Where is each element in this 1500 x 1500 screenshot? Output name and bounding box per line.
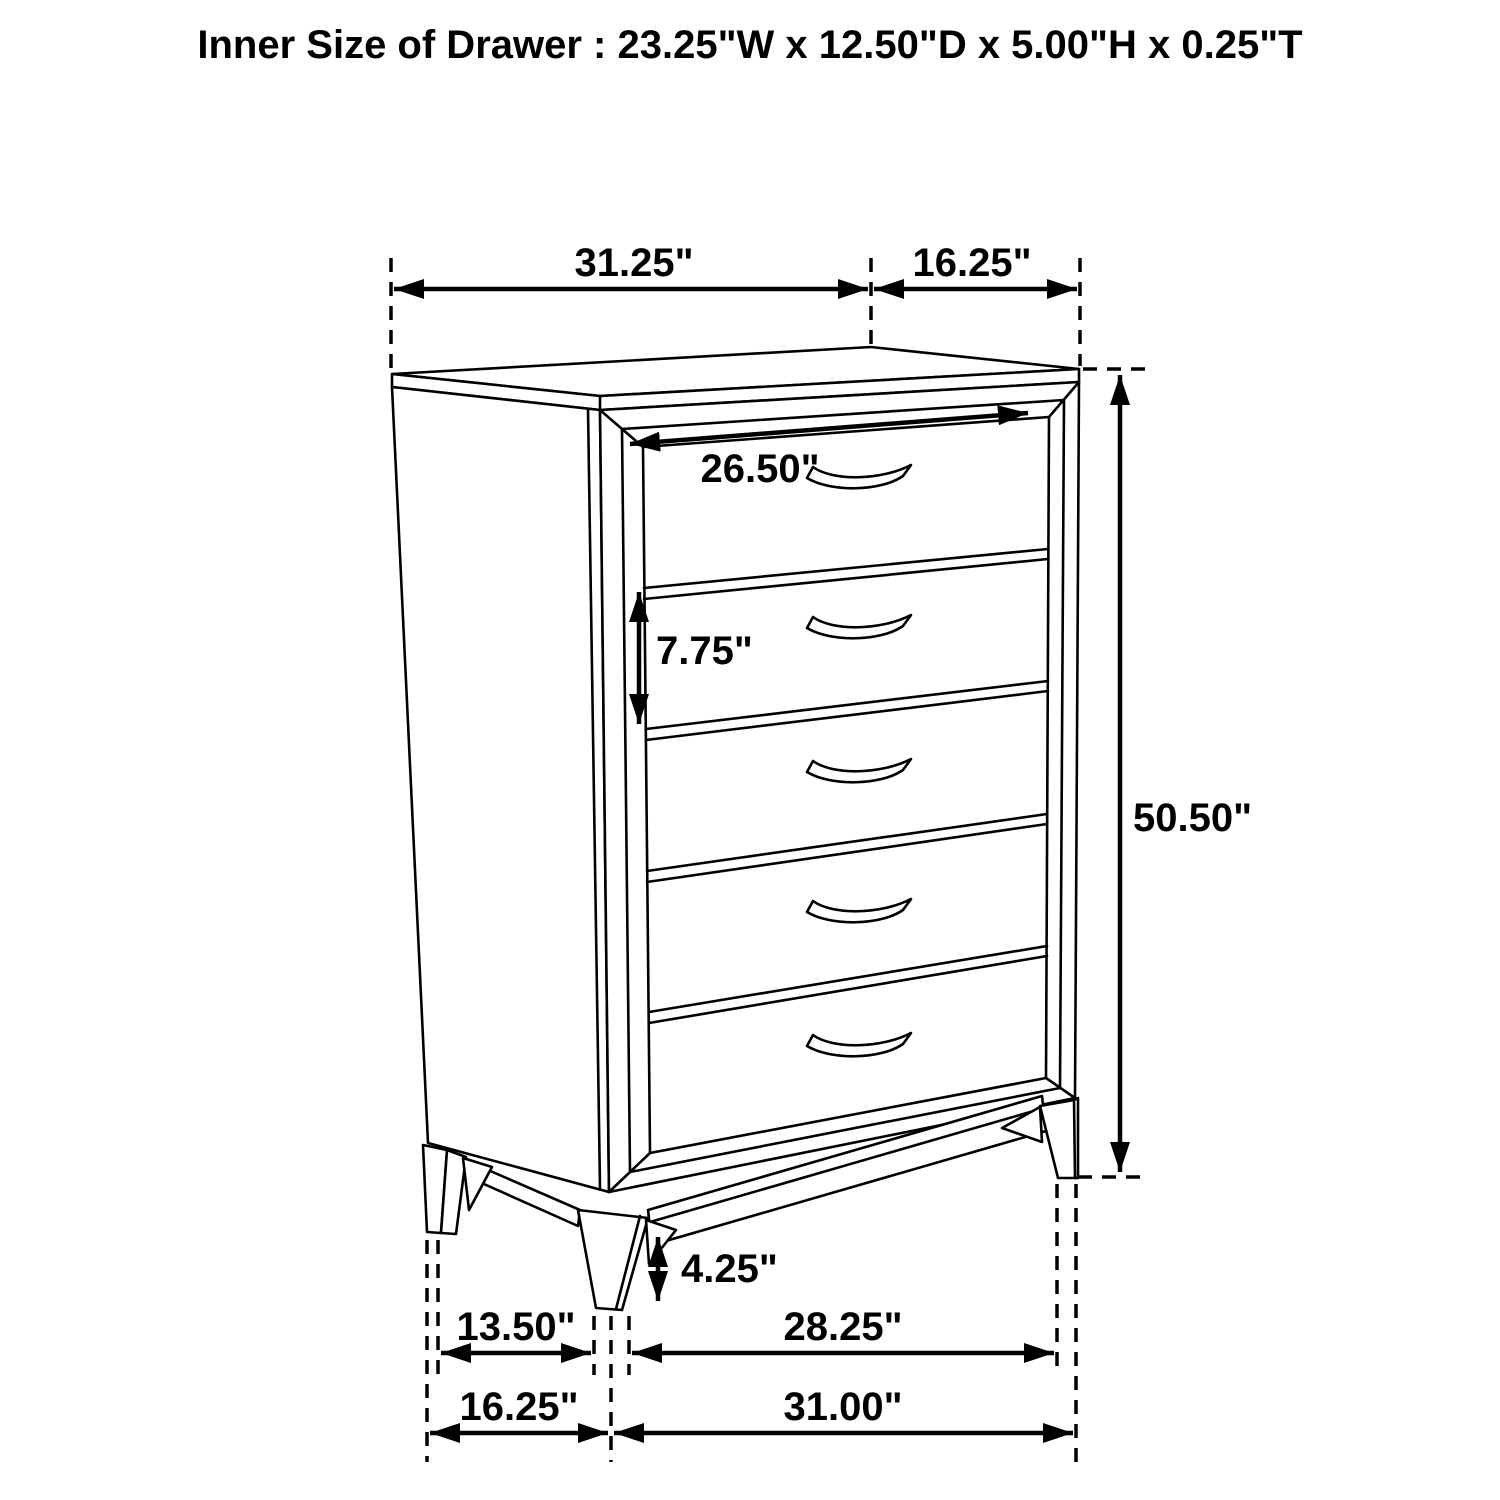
- dim-leg-spacing-width-label: 28.25": [783, 1305, 903, 1349]
- side-panel: [392, 387, 609, 1192]
- dim-overall-depth: [430, 1385, 608, 1433]
- dim-drawer-height-label: 7.75": [656, 629, 753, 673]
- dim-overall-width: [614, 1385, 1073, 1433]
- dim-leg-spacing-depth-label: 13.50": [456, 1305, 576, 1349]
- front-right-leg-edge: [1074, 1100, 1075, 1178]
- cabinet-drawing: [392, 347, 1079, 1310]
- cabinet-side-panel: [392, 387, 609, 1192]
- dim-overall-width-label: 31.00": [783, 1385, 903, 1429]
- diagram-title: Inner Size of Drawer : 23.25"W x 12.50"D x 5.00"H x 0.25"T: [197, 23, 1303, 67]
- dim-drawer-width-label: 26.50": [700, 447, 820, 491]
- front-left-leg: [578, 1210, 676, 1310]
- dim-overall-height-label: 50.50": [1133, 796, 1253, 840]
- dim-leg-spacing-depth: [441, 1305, 591, 1353]
- dim-top-depth: [874, 241, 1080, 366]
- dim-top-width-label: 31.25": [574, 241, 694, 285]
- front-face: [600, 382, 1079, 1192]
- dim-overall-depth-label: 16.25": [459, 1385, 579, 1429]
- dim-overall-height: [1078, 369, 1252, 1177]
- dim-top-depth-label: 16.25": [912, 241, 1032, 285]
- front-right-leg-body: [1040, 1098, 1078, 1178]
- dim-leg-height-label: 4.25": [681, 1247, 778, 1291]
- dim-leg-height: [658, 1237, 778, 1301]
- cabinet-front-face: [600, 382, 1079, 1192]
- dim-leg-spacing-width: [632, 1305, 1054, 1353]
